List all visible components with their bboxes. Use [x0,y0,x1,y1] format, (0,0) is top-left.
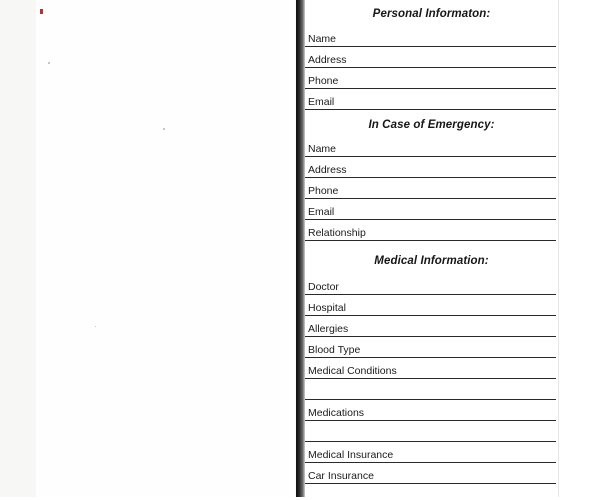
field-emergency-address[interactable] [305,157,558,178]
field-label: Phone [308,185,339,197]
scan-speck [95,326,96,327]
left-page-blank [36,0,296,500]
form-area [305,0,558,500]
field-label: Name [308,33,337,45]
book-gutter-shadow [296,0,305,500]
red-ink-mark [40,9,43,14]
field-rule [305,240,556,241]
field-medical-insurance[interactable] [305,442,558,463]
field-label: Address [308,54,347,66]
field-label: Doctor [308,281,339,293]
field-medical-hospital[interactable] [305,295,558,316]
field-label: Medications [308,407,365,419]
field-label: Medical Conditions [308,365,397,377]
field-personal-phone[interactable] [305,68,558,89]
field-label: Relationship [308,227,366,239]
field-label: Phone [308,75,339,87]
field-emergency-phone[interactable] [305,178,558,199]
field-label: Address [308,164,347,176]
field-label: Name [308,143,337,155]
field-emergency-relationship[interactable] [305,220,558,241]
field-emergency-email[interactable] [305,199,558,220]
field-label: Hospital [308,302,346,314]
field-medications[interactable] [305,400,558,421]
section-title-personal-information: Personal Informaton: [372,8,491,20]
field-label: Car Insurance [308,470,374,482]
field-medical-conditions-continued[interactable] [305,379,558,400]
field-rule [305,109,556,110]
field-car-insurance[interactable] [305,463,558,484]
left-page-margin [0,0,37,500]
field-medical-allergies[interactable] [305,316,558,337]
page-right-edge [558,0,600,500]
field-label: Email [308,206,335,218]
field-label: Blood Type [308,344,361,356]
section-title-in-case-of-emergency: In Case of Emergency: [368,119,495,131]
field-medical-conditions[interactable] [305,358,558,379]
field-rule [305,483,556,484]
field-emergency-name[interactable] [305,136,558,157]
scan-speck [163,128,165,130]
field-medications-continued[interactable] [305,421,558,442]
field-label: Allergies [308,323,349,335]
field-personal-name[interactable] [305,26,558,47]
section-title-medical-information: Medical Information: [374,255,489,267]
field-medical-blood-type[interactable] [305,337,558,358]
field-personal-email[interactable] [305,89,558,110]
field-label: Email [308,96,335,108]
field-medical-doctor[interactable] [305,274,558,295]
field-personal-address[interactable] [305,47,558,68]
field-label: Medical Insurance [308,449,394,461]
scan-speck [48,62,50,64]
